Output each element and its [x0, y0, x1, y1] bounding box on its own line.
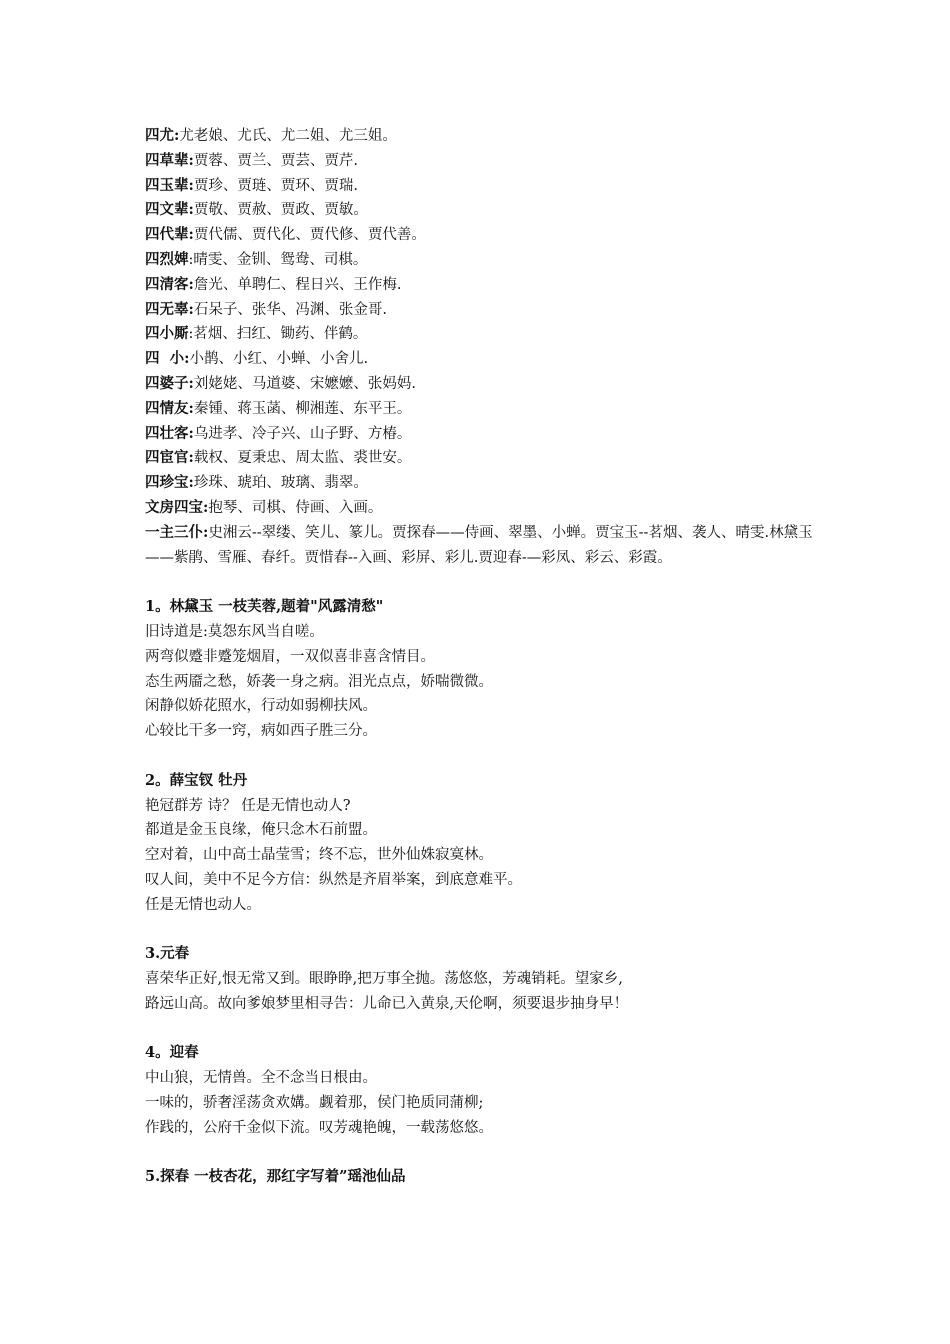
poem-line: 喜荣华正好,恨无常又到。眼睁睁,把万事全抛。荡悠悠，芳魂销耗。望家乡, — [145, 971, 623, 988]
poem-line: 中山狼，无情兽。全不念当日根由。 — [145, 1070, 377, 1087]
group-label: 四草辈: — [145, 151, 194, 169]
blank-line — [145, 744, 825, 769]
group-text: 贾敬、贾赦、贾政、贾敏。 — [193, 202, 368, 219]
group-line — [145, 496, 825, 521]
group-line — [145, 372, 825, 397]
poem-line: 闲静似娇花照水，行动如弱柳扶风。 — [145, 698, 377, 715]
group-line — [145, 397, 825, 422]
group-text: :茗烟、扫红、锄药、伴鹤。 — [188, 326, 368, 343]
section-1 — [145, 595, 825, 744]
group-label: 四无辜: — [145, 300, 194, 318]
poem-line: 任是无情也动人。 — [145, 896, 261, 913]
group-label: 四尤: — [145, 127, 180, 144]
document-body — [145, 124, 825, 1190]
servants-paragraph — [145, 521, 825, 571]
poem-line: 作践的，公府千金似下流。叹芳魂艳魄，一载荡悠悠。 — [145, 1119, 493, 1136]
group-label: 四玉辈: — [145, 176, 194, 194]
group-line — [145, 298, 825, 323]
poem-line: 空对着，山中高士晶莹雪；终不忘，世外仙姝寂寞林。 — [145, 847, 493, 864]
blank-line — [145, 1017, 825, 1042]
section-heading: 5.探春 一枝杏花，那红字写着”瑶池仙品 — [145, 1168, 406, 1186]
poem-line: 态生两靥之愁，娇袭一身之病。泪光点点，娇喘微微。 — [145, 673, 493, 690]
group-line — [145, 322, 825, 347]
section-2 — [145, 769, 825, 918]
section-heading: 3.元春 — [145, 945, 190, 963]
section-heading: 4。迎春 — [145, 1044, 199, 1062]
blank-line — [145, 1141, 825, 1166]
section-3 — [145, 942, 825, 1016]
section-5 — [145, 1165, 825, 1190]
section-heading: 2。薛宝钗 牡丹 — [145, 771, 248, 789]
group-label: 四情友: — [145, 399, 194, 417]
group-label: 四小厮 — [145, 325, 189, 343]
group-text: 小鹊、小红、小蝉、小舍儿. — [189, 351, 369, 368]
group-line — [145, 149, 825, 174]
section-heading: 1。林黛玉 一枝芙蓉,题着"风露清愁" — [145, 598, 384, 616]
poem-line: 路远山高。故向爹娘梦里相寻告：儿命已入黄泉,天伦啊，须要退步抽身早！ — [145, 995, 629, 1012]
poem-line: 两弯似蹙非蹙笼烟眉，一双似喜非喜含情目。 — [145, 648, 435, 665]
group-label: 四宦官: — [145, 449, 194, 467]
blank-line — [145, 570, 825, 595]
group-label: 四婆子: — [145, 374, 194, 392]
group-text: 贾代儒、贾代化、贾代修、贾代善。 — [193, 227, 426, 244]
group-text: :晴雯、金钏、鸳鸯、司棋。 — [188, 251, 368, 268]
group-line — [145, 273, 825, 298]
group-text: 载权、夏秉忠、周太监、裘世安。 — [193, 450, 412, 467]
group-label: 四代辈: — [145, 226, 194, 244]
group-label: 四清客: — [145, 275, 194, 293]
group-text: 抱琴、司棋、侍画、入画。 — [208, 499, 383, 516]
group-line — [145, 248, 825, 273]
group-text: 珍珠、琥珀、玻璃、翡翠。 — [193, 475, 368, 492]
poem-line: 心较比干多一窍，病如西子胜三分。 — [145, 723, 377, 740]
group-line — [145, 124, 825, 149]
group-text: 詹光、单聘仁、程日兴、王作梅. — [193, 276, 402, 293]
group-label: 四 小: — [145, 350, 190, 368]
poem-line: 艳冠群芳 诗？ 任是无情也动人? — [145, 797, 351, 814]
group-label: 四珍宝: — [145, 474, 194, 492]
blank-line — [145, 918, 825, 943]
group-label: 四烈婢 — [145, 250, 189, 268]
servants-label: 一主三仆: — [145, 523, 209, 541]
group-text: 乌进孝、冷子兴、山子野、方椿。 — [193, 425, 412, 442]
poem-line: 旧诗道是:莫怨东风当自嗟。 — [145, 623, 324, 640]
group-text: 秦锺、蒋玉菡、柳湘莲、东平王。 — [193, 400, 412, 417]
group-line — [145, 347, 825, 372]
group-text: 贾珍、贾琏、贾环、贾瑞. — [193, 177, 358, 194]
group-line — [145, 446, 825, 471]
group-text: 贾蓉、贾兰、贾芸、贾芹. — [193, 152, 358, 169]
poem-line: 都道是金玉良缘，俺只念木石前盟。 — [145, 822, 377, 839]
servants-text: 史湘云--翠缕、笑儿、篆儿。贾探春——侍画、翠墨、小蝉。贾宝玉--茗烟、袭人、晴雯.林黛玉——紫鹃、雪雁、春纤。贾惜春--入画、彩屏、彩儿.贾迎春-—彩凤、彩云、彩霞。 — [145, 524, 813, 566]
group-label: 四壮客: — [145, 424, 194, 442]
group-line — [145, 198, 825, 223]
group-text: 尤老娘、尤氏、尤二姐、尤三姐。 — [179, 128, 397, 144]
poem-line: 一味的，骄奢淫荡贪欢媾。觑着那，侯门艳质同蒲柳; — [145, 1095, 484, 1112]
poem-line: 叹人间，美中不足今方信：纵然是齐眉举案，到底意难平。 — [145, 871, 522, 888]
group-text: 石呆子、张华、冯渊、张金哥. — [193, 301, 387, 318]
group-text: 刘姥姥、马道婆、宋嬷嬷、张妈妈. — [193, 375, 416, 392]
group-line — [145, 223, 825, 248]
group-label: 四文辈: — [145, 201, 194, 219]
section-4 — [145, 1041, 825, 1140]
group-line — [145, 471, 825, 496]
group-label: 文房四宝: — [145, 498, 209, 516]
character-groups — [145, 124, 825, 570]
group-line — [145, 174, 825, 199]
group-line — [145, 422, 825, 447]
